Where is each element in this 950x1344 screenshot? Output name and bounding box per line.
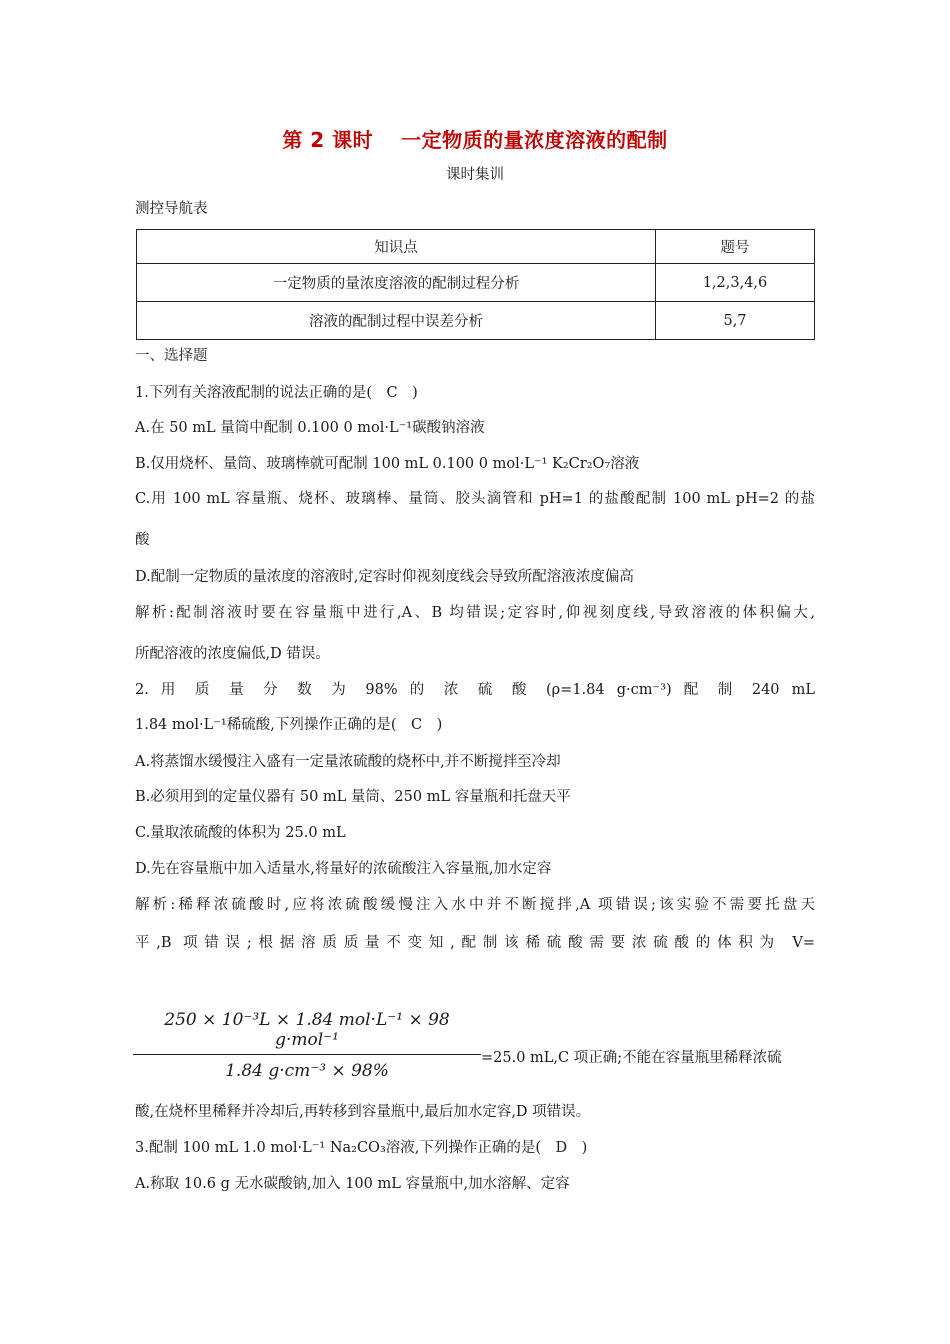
q1-stem: 1.下列有关溶液配制的说法正确的是( C ) <box>135 385 418 401</box>
table-header: 题号 <box>656 230 815 264</box>
section-heading: 一、选择题 <box>135 348 208 364</box>
volume-formula <box>133 1010 481 1081</box>
q2-explanation-end: 酸,在烧杯里稀释并冷却后,再转移到容量瓶中,最后加水定容,D 项错误。 <box>135 1104 591 1120</box>
q3-stem: 3.配制 100 mL 1.0 mol·L⁻¹ Na₂CO₃溶液,下列操作正确的是( D ) <box>135 1140 588 1156</box>
table-row <box>137 302 815 340</box>
table-header: 知识点 <box>137 230 656 264</box>
q2-option-b: B.必须用到的定量仪器有 50 mL 量筒、250 mL 容量瓶和托盘天平 <box>135 789 571 805</box>
q2-option-a: A.将蒸馏水缓慢注入盛有一定量浓硫酸的烧杯中,并不断搅拌至冷却 <box>135 754 561 770</box>
q1-option-c: C.用 100 mL 容量瓶、烧杯、玻璃棒、量筒、胶头滴管和 pH=1 的盐酸配制 100 mL pH=2 的盐 <box>135 491 815 507</box>
q1-explanation: 解析:配制溶液时要在容量瓶中进行,A、B 均错误;定容时,仰视刻度线,导致溶液的体积偏大, <box>135 605 815 621</box>
q2-explanation-result: =25.0 mL,C 项正确;不能在容量瓶里稀释浓硫 <box>481 1050 782 1066</box>
q2-stem: 2. 用 质 量 分 数 为 98% 的 浓 硫 酸 (ρ=1.84 g·cm⁻³) 配 制 240 mL <box>135 682 815 698</box>
q1-option-b: B.仅用烧杯、量筒、玻璃棒就可配制 100 mL 0.100 0 mol·L⁻¹ K₂Cr₂O₇溶液 <box>135 456 640 472</box>
q1-option-d: D.配制一定物质的量浓度的溶液时,定容时仰视刻度线会导致所配溶液浓度偏高 <box>135 569 634 585</box>
title-lesson: 第 2 课时 <box>282 128 374 152</box>
q2-stem-cont: 1.84 mol·L⁻¹稀硫酸,下列操作正确的是( C ) <box>135 717 443 733</box>
table-header-row <box>137 230 815 264</box>
q2-option-c: C.量取浓硫酸的体积为 25.0 mL <box>135 825 346 841</box>
nav-label: 测控导航表 <box>135 201 208 217</box>
table-row <box>137 264 815 302</box>
table-cell: 5,7 <box>656 302 815 340</box>
table-cell: 1,2,3,4,6 <box>656 264 815 302</box>
table-cell: 一定物质的量浓度溶液的配制过程分析 <box>137 264 656 302</box>
table-cell: 溶液的配制过程中误差分析 <box>137 302 656 340</box>
q1-explanation-cont: 所配溶液的浓度偏低,D 错误。 <box>135 646 330 662</box>
page-subtitle: 课时集训 <box>446 167 504 183</box>
q3-option-a: A.称取 10.6 g 无水碳酸钠,加入 100 mL 容量瓶中,加水溶解、定容 <box>135 1176 570 1192</box>
q2-option-d: D.先在容量瓶中加入适量水,将量好的浓硫酸注入容量瓶,加水定容 <box>135 861 552 877</box>
formula-denominator: 1.84 g·cm⁻³ × 98% <box>225 1061 389 1081</box>
q2-explanation: 解析:稀释浓硫酸时,应将浓硫酸缓慢注入水中并不断搅拌,A 项错误;该实验不需要托盘天 <box>135 897 815 913</box>
navigation-table <box>136 229 815 340</box>
q2-explanation-cont: 平,B 项错误;根据溶质质量不变知,配制该稀硫酸需要浓硫酸的体积为 V= <box>135 935 815 951</box>
q1-option-c-cont: 酸 <box>135 532 150 548</box>
q1-option-a: A.在 50 mL 量筒中配制 0.100 0 mol·L⁻¹碳酸钠溶液 <box>135 420 485 436</box>
formula-numerator: 250 × 10⁻³L × 1.84 mol·L⁻¹ × 98 g·mol⁻¹ <box>164 1010 450 1050</box>
title-topic: 一定物质的量浓度溶液的配制 <box>401 128 668 152</box>
page-title <box>0 124 950 153</box>
